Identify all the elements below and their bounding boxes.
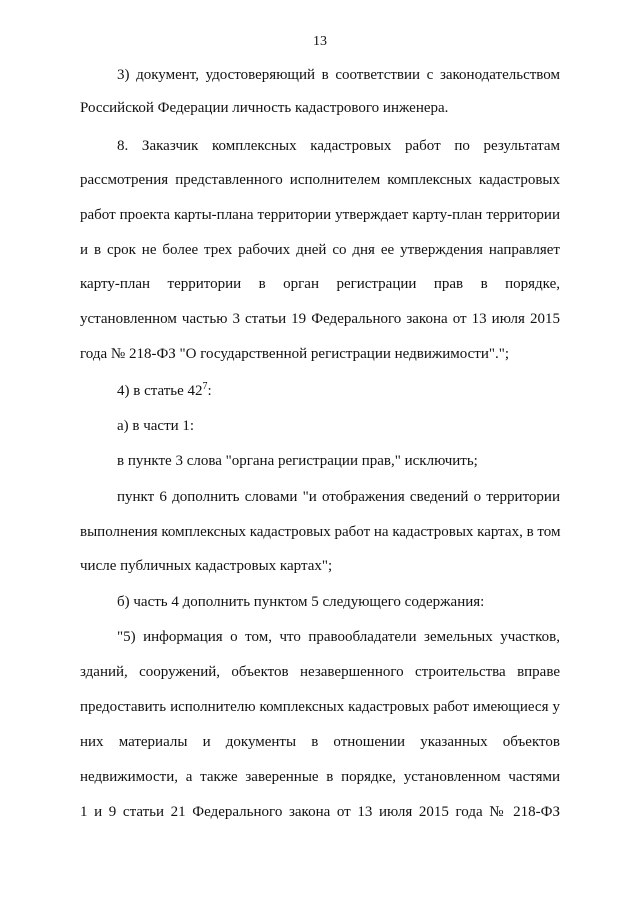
article-superscript: 7 (202, 381, 208, 392)
text-line: работ проекта карты-плана территории утверждает карту-план территории (80, 207, 560, 223)
text-line: пункт 6 дополнить словами "и отображения сведений о территории (117, 489, 560, 505)
text-line: 3) документ, удостоверяющий в соответствии с законодательством (117, 67, 560, 83)
text-line: установленном частью 3 статьи 19 Федерального закона от 13 июля 2015 (80, 311, 560, 327)
text-line: б) часть 4 дополнить пунктом 5 следующего содержания: (117, 594, 485, 610)
text-line: выполнения комплексных кадастровых работ на кадастровых картах, в том (80, 524, 561, 540)
text-line: недвижимости, а также заверенные в порядке, установленном частями (80, 769, 560, 785)
page-number: 13 (313, 34, 327, 49)
text-line: предоставить исполнителю комплексных кадастровых работ имеющиеся у (80, 699, 560, 715)
text-line: 1 и 9 статьи 21 Федерального закона от 13 июля 2015 года № 218-ФЗ (80, 804, 560, 820)
text-line-article (117, 381, 560, 401)
text-line: 8. Заказчик комплексных кадастровых работ по результатам (117, 138, 560, 154)
text-line: рассмотрения представленного исполнителем комплексных кадастровых (80, 172, 560, 188)
text-line: а) в части 1: (117, 418, 195, 434)
text-line: них материалы и документы в отношении указанных объектов (80, 734, 560, 750)
text-line: зданий, сооружений, объектов незавершенного строительства вправе (80, 664, 560, 680)
text-line: карту-план территории в орган регистрации прав в порядке, (80, 276, 560, 292)
text-line: в пункте 3 слова "органа регистрации прав," исключить; (117, 453, 478, 469)
text-line: Российской Федерации личность кадастрового инженера. (80, 100, 449, 116)
text-line: и в срок не более трех рабочих дней со дня ее утверждения направляет (80, 242, 560, 258)
text-line: "5) информация о том, что правообладатели земельных участков, (117, 629, 560, 645)
text-line: года № 218-ФЗ "О государственной регистрации недвижимости"."; (80, 346, 510, 362)
article-text: 4) в статье 42 (117, 383, 203, 399)
text-line: числе публичных кадастровых картах"; (80, 558, 333, 574)
article-colon: : (207, 383, 212, 399)
